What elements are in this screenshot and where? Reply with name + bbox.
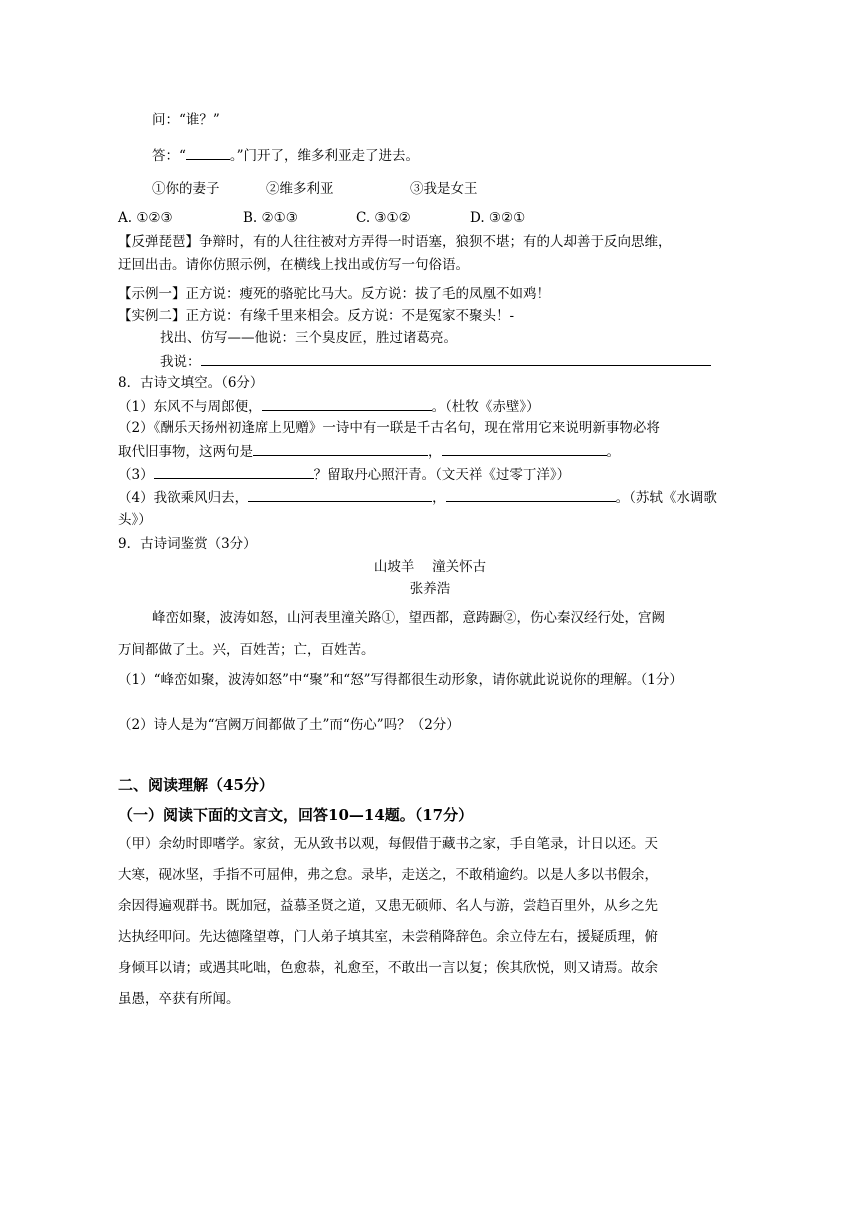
passage-line: （甲）余幼时即嗜学。家贫，无从致书以观，每假借于藏书之家，手自笔录，计日以还。天 <box>118 836 658 852</box>
fanbang-me-label: 我说： <box>160 354 201 370</box>
q8-line4-wrap: 头》） <box>118 512 152 528</box>
choice-option[interactable]: C. ③①② <box>356 210 411 226</box>
q8-blank-2a[interactable] <box>253 441 428 456</box>
q9-title: 9．古诗词鉴赏（3分） <box>118 536 257 552</box>
dialog-answer <box>152 145 419 166</box>
q8-blank-1[interactable] <box>262 396 432 411</box>
q8-blank-4a[interactable] <box>248 487 432 502</box>
q8-line2a: （2）《酬乐天扬州初逢席上见赠》一诗中有一联是千古名句，现在常用它来说明新事物必将 <box>118 420 660 436</box>
dialog-item: ①你的妻子 <box>152 181 220 197</box>
poem-author: 张养浩 <box>409 581 451 597</box>
passage-line: 大寒，砚冰坚，手指不可屈伸，弗之怠。录毕，走送之，不敢稍逾约。以是人多以书假余， <box>118 867 658 883</box>
q8-l1-suffix: 。（杜牧《赤壁》） <box>431 399 540 415</box>
q8-blank-4b[interactable] <box>446 487 616 502</box>
q8-title: 8．古诗文填空。（6分） <box>118 375 264 391</box>
q8-l1-prefix: （1）东风不与周郎便， <box>118 399 262 415</box>
poem-body-1: 峰峦如聚，波涛如怒，山河表里潼关路①，望西都，意踌蹰②，伤心秦汉经行处，宫阙 <box>152 610 665 626</box>
q8-l4-suffix: 。（苏轼《水调歌 <box>615 490 717 506</box>
fanbang-find: 找出、仿写——他说：三个臭皮匠，胜过诸葛亮。 <box>160 330 457 346</box>
q8-blank-2b[interactable] <box>442 441 607 456</box>
section2-title: 二、阅读理解（45分） <box>118 776 274 794</box>
passage-line: 虽愚，卒获有所闻。 <box>118 991 240 1007</box>
passage-line: 身倾耳以请；或遇其叱咄，色愈恭，礼愈至，不敢出一言以复；俟其欣悦，则又请焉。故余 <box>118 960 658 976</box>
passage-line: 余因得遍观群书。既加冠，益慕圣贤之道，又患无硕师、名人与游，尝趋百里外，从乡之先 <box>118 898 658 914</box>
answer-suffix: 。”门开了，维多利亚走了进去。 <box>229 148 420 164</box>
q8-l3-suffix: ？留取丹心照汗青。（文天祥《过零丁洋》） <box>313 467 571 483</box>
q9-sub1: （1）“峰峦如聚，波涛如怒”中“聚”和“怒”写得都很生动形象，请你就此说说你的理解。（1分） <box>118 672 683 688</box>
q8-line3 <box>118 464 570 485</box>
passage-line: 达执经叩问。先达德隆望尊，门人弟子填其室，未尝稍降辞色。余立侍左右，援疑质理，俯 <box>118 929 658 945</box>
fanbang-example2: 【实例二】正方说：有缘千里来相会。反方说：不是冤家不聚头！- <box>118 308 515 324</box>
q8-l4-prefix: （4）我欲乘风归去， <box>118 490 249 506</box>
q8-comma: ， <box>432 490 446 506</box>
poem-body-2: 万间都做了土。兴，百姓苦；亡，百姓苦。 <box>118 642 375 658</box>
fanbang-me <box>160 351 711 372</box>
fanbang-line2: 迂回出击。请你仿照示例，在横线上找出或仿写一句俗语。 <box>118 257 469 273</box>
q8-l2b-prefix: 取代旧事物，这两句是 <box>118 444 253 460</box>
answer-blank[interactable] <box>186 145 230 160</box>
dialog-ask: 问：“谁？” <box>152 112 220 128</box>
choice-option[interactable]: D. ③②① <box>470 210 526 226</box>
fanbang-example1: 【示例一】正方说：瘦死的骆驼比马大。反方说：拔了毛的凤凰不如鸡！ <box>118 286 550 302</box>
q8-line1 <box>118 396 540 417</box>
q8-blank-3[interactable] <box>154 464 314 479</box>
choice-option[interactable]: B. ②①③ <box>243 210 298 226</box>
fanbang-line1: 【反弹琵琶】争辩时，有的人往往被对方弄得一时语塞，狼狈不堪；有的人却善于反向思维， <box>118 234 672 250</box>
q8-period: 。 <box>606 444 620 460</box>
fanbang-answer-line[interactable] <box>201 351 711 366</box>
section2-subtitle: （一）阅读下面的文言文，回答10—14题。（17分） <box>118 806 474 824</box>
dialog-item: ③我是女王 <box>410 181 478 197</box>
q8-comma: ， <box>428 444 442 460</box>
choice-option[interactable]: A. ①②③ <box>118 210 173 226</box>
q8-l3-prefix: （3） <box>118 467 154 483</box>
dialog-item: ②维多利亚 <box>266 181 334 197</box>
poem-title: 山坡羊 潼关怀古 <box>373 559 487 575</box>
answer-prefix: 答：“ <box>152 148 186 164</box>
q8-line2b <box>118 441 620 462</box>
q8-line4 <box>118 487 717 508</box>
q9-sub2: （2）诗人是为“宫阙万间都做了土”而“伤心”吗？（2分） <box>118 717 460 733</box>
